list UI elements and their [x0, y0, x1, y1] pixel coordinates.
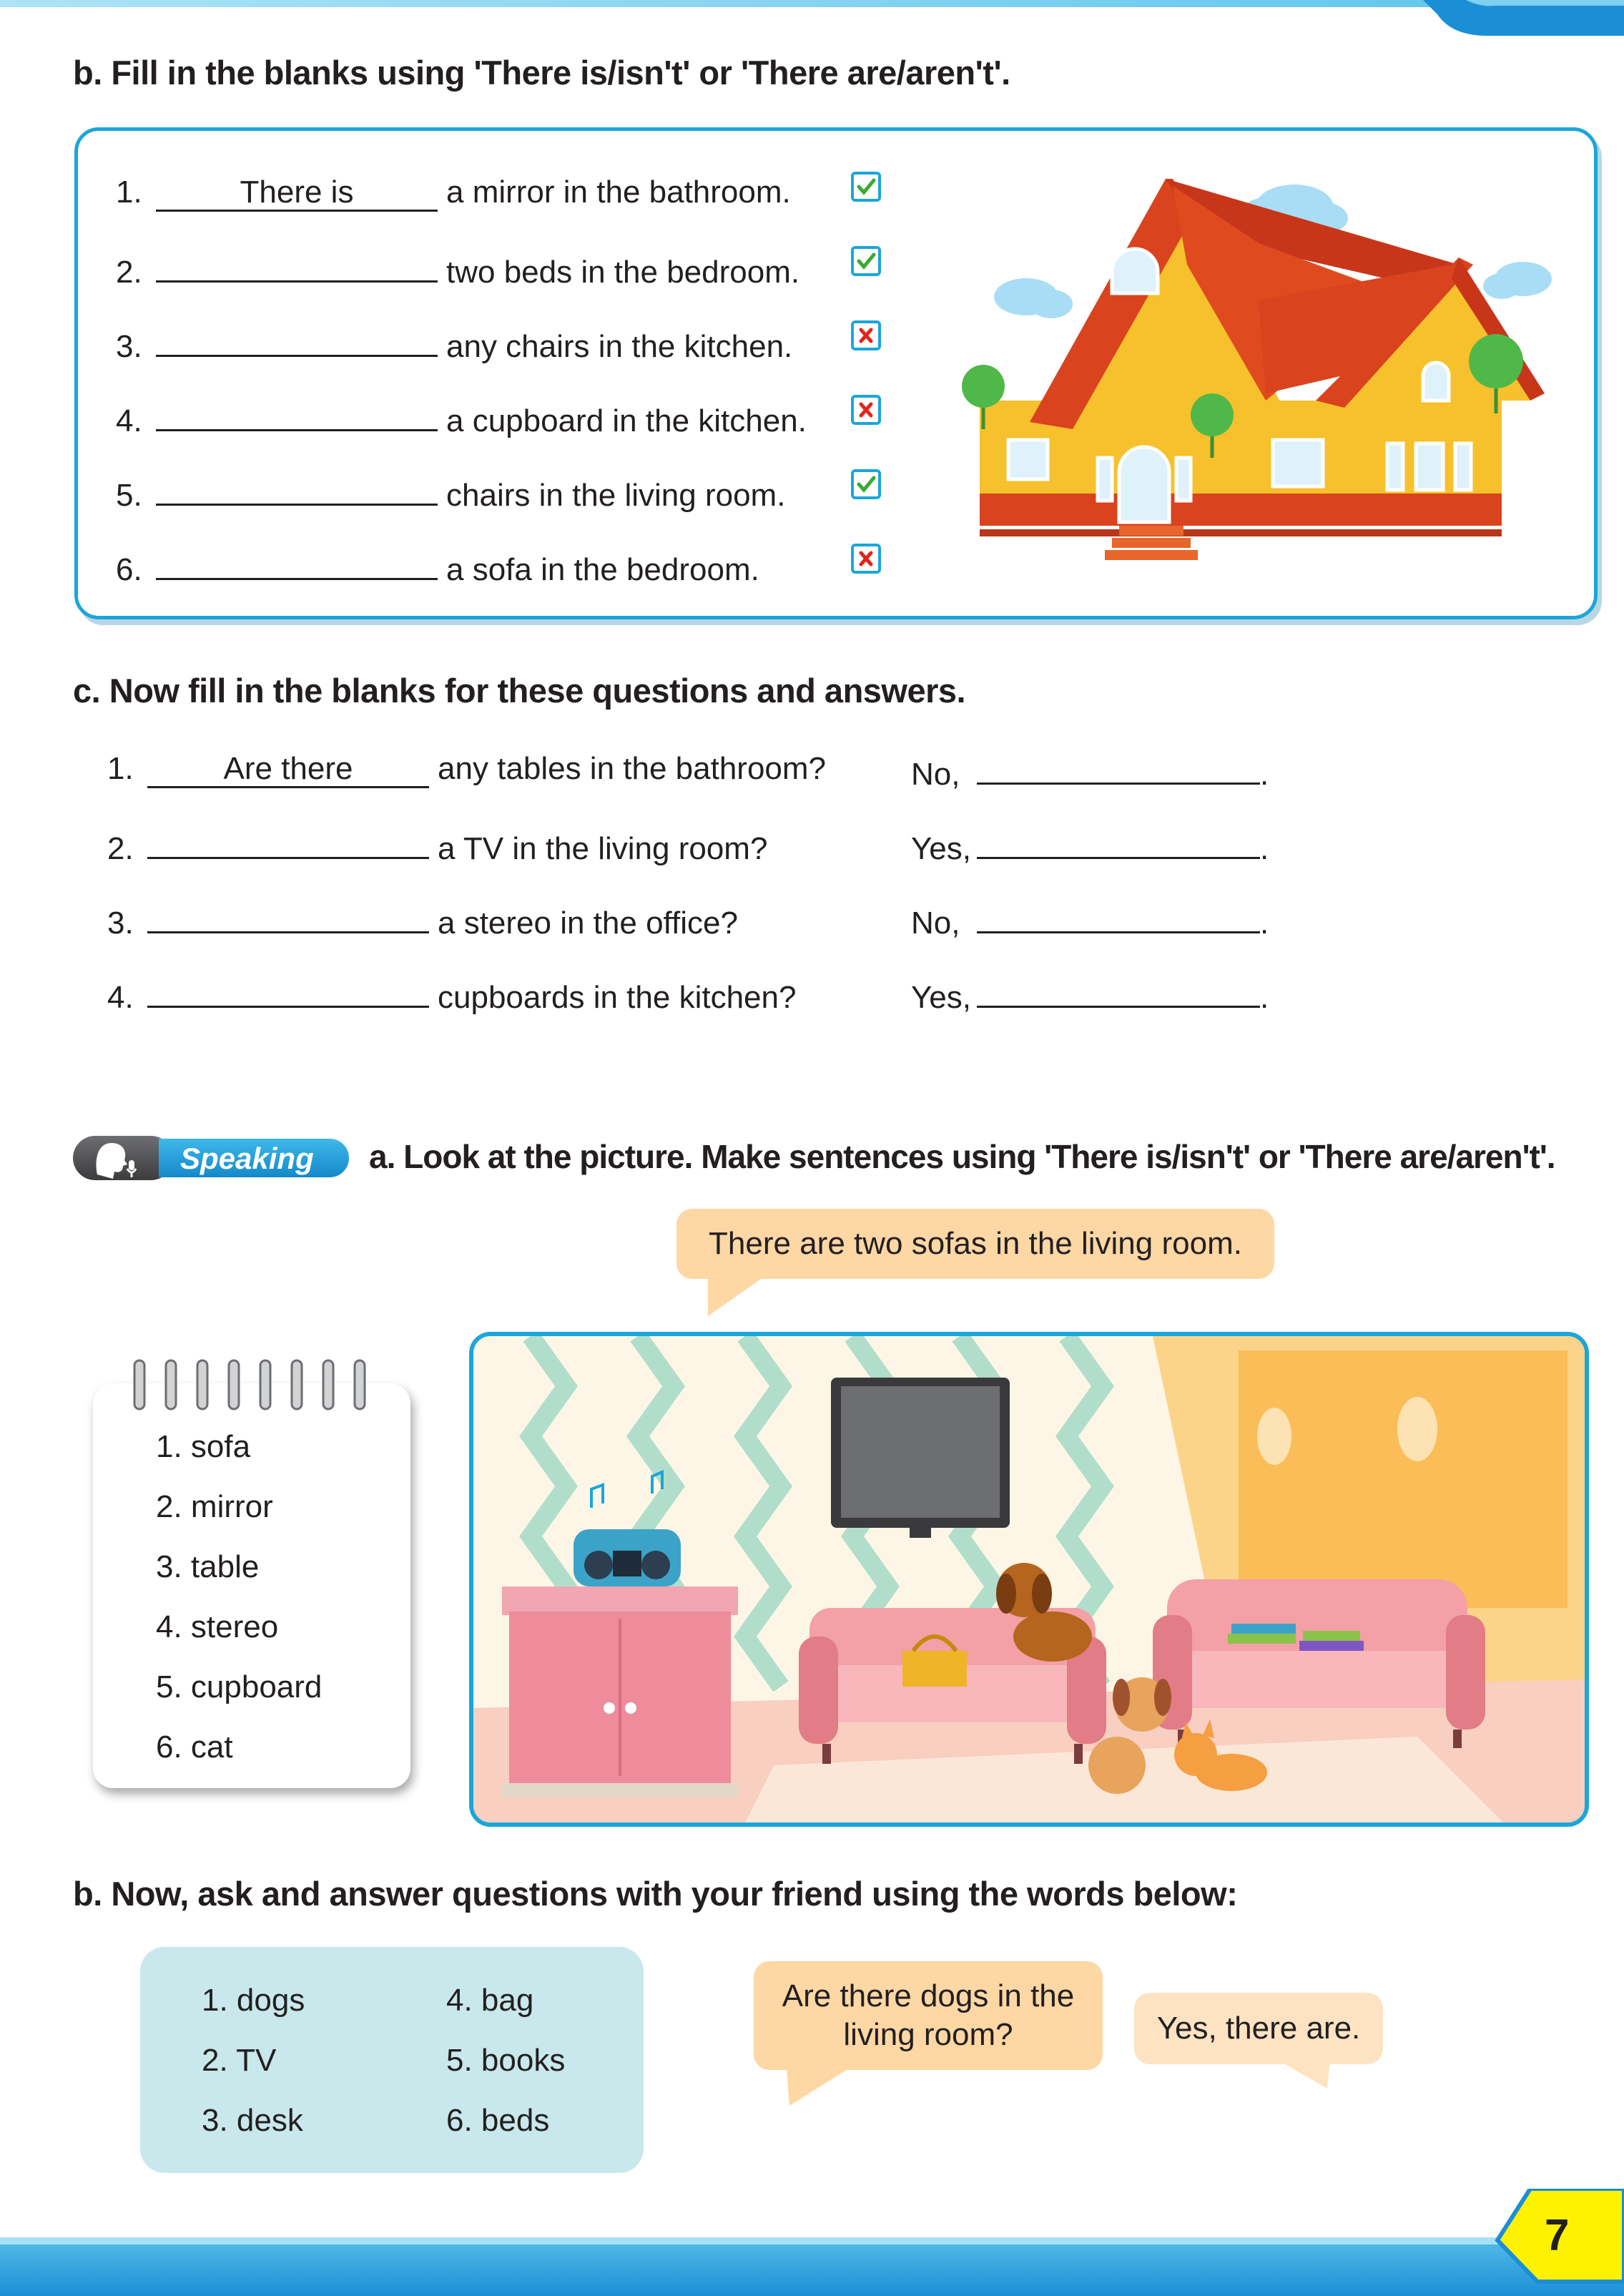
bubble-tail — [708, 1276, 765, 1319]
exercise-b-heading: b. Fill in the blanks using 'There is/isn't' or 'There are/aren't'. — [73, 54, 1010, 92]
word-item: 6. beds — [446, 2103, 550, 2138]
question-text: a stereo in the office? — [438, 906, 738, 941]
speaking-b-heading: b. Now, ask and answer questions with your friend using the words below: — [73, 1875, 1238, 1913]
notepad-item: 4. stereo — [156, 1609, 279, 1644]
word-item: 3. desk — [202, 2103, 303, 2138]
word-item: 4. bag — [446, 1983, 534, 2018]
question-text: a TV in the living room? — [438, 831, 768, 866]
answer-blank[interactable] — [147, 900, 429, 933]
check-box-icon — [851, 469, 881, 499]
reply-blank[interactable] — [977, 751, 1260, 785]
item-number: 3. — [116, 329, 142, 364]
exercise-c-row — [107, 751, 826, 788]
answer-blank[interactable] — [156, 546, 438, 580]
answer-speech-bubble — [1134, 1993, 1383, 2064]
exercise-c-row — [107, 974, 796, 1016]
item-number: 3. — [107, 906, 134, 941]
question-text: cupboards in the kitchen? — [438, 980, 797, 1015]
reply-blank[interactable] — [977, 974, 1260, 1008]
bottom-band-highlight — [0, 2237, 1624, 2245]
exercise-c-row — [107, 900, 738, 941]
exercise-c-heading: c. Now fill in the blanks for these questions and answers. — [73, 672, 966, 710]
answer-blank[interactable]: Are there — [147, 755, 429, 788]
answer-blank[interactable] — [156, 323, 438, 357]
question-speech-bubble — [754, 1961, 1103, 2070]
sentence-text: a sofa in the bedroom. — [446, 552, 759, 587]
notepad-item: 6. cat — [156, 1730, 233, 1765]
top-corner-decoration — [1423, 0, 1624, 36]
sentence-text: a mirror in the bathroom. — [446, 175, 791, 210]
item-number: 2. — [116, 255, 142, 290]
reply-word: No, — [911, 757, 960, 792]
reply-word: Yes, — [911, 831, 972, 866]
notepad-item: 3. table — [156, 1549, 260, 1584]
cross-box-icon — [851, 320, 881, 350]
speaking-a-heading: a. Look at the picture. Make sentences using 'There is/isn't' or 'There are/aren't'. — [369, 1138, 1555, 1175]
item-number: 2. — [107, 831, 134, 866]
cross-box-icon — [851, 395, 881, 425]
word-item: 5. books — [446, 2043, 566, 2078]
notepad-spiral — [129, 1358, 372, 1415]
speaking-label: Speaking — [180, 1142, 314, 1175]
answer-blank[interactable] — [147, 974, 429, 1008]
answer-blank[interactable] — [156, 249, 438, 283]
word-list-right — [446, 1983, 565, 2163]
reply-word: No, — [911, 906, 960, 941]
item-number: 5. — [116, 478, 142, 513]
sentence-text: any chairs in the kitchen. — [446, 329, 793, 364]
reply-row: No, . — [911, 900, 1269, 941]
exercise-b-row — [116, 472, 785, 514]
reply-blank[interactable] — [977, 825, 1260, 859]
example-speech-bubble — [676, 1209, 1274, 1279]
sentence-text: two beds in the bedroom. — [446, 255, 800, 290]
reply-row: Yes, . — [911, 825, 1269, 867]
notepad-item: 1. sofa — [156, 1429, 251, 1464]
sentence-text: chairs in the living room. — [446, 478, 786, 513]
page-number: 7 — [1545, 2211, 1570, 2260]
speaking-badge — [73, 1134, 349, 1183]
answer-blank[interactable] — [147, 825, 429, 859]
word-item: 1. dogs — [202, 1983, 305, 2018]
exercise-b-row — [116, 398, 807, 439]
notepad-item: 2. mirror — [156, 1489, 273, 1524]
item-number: 1. — [107, 751, 134, 786]
answer-blank[interactable] — [156, 472, 438, 506]
exercise-b-row — [116, 546, 759, 588]
exercise-b-row — [116, 249, 799, 290]
speaker-head-icon — [92, 1139, 142, 1180]
house-illustration — [958, 157, 1566, 587]
exercise-b-row — [116, 175, 791, 212]
bottom-band — [0, 2237, 1624, 2296]
top-band — [0, 0, 1624, 7]
example-sentence: There are two sofas in the living room. — [709, 1226, 1242, 1261]
living-room-picture-frame — [469, 1332, 1589, 1827]
exercise-c-row — [107, 825, 767, 867]
living-room-illustration — [473, 1336, 1585, 1822]
answer-blank[interactable]: There is — [156, 178, 438, 212]
bubble-tail — [787, 2067, 851, 2107]
item-number: 4. — [116, 403, 142, 438]
notepad-item: 5. cupboard — [156, 1669, 323, 1704]
cross-box-icon — [851, 544, 881, 574]
question-sentence: Are there dogs in the living room? — [782, 1978, 1075, 2052]
item-number: 1. — [116, 175, 142, 210]
word-list-left — [202, 1983, 305, 2163]
check-box-icon — [851, 246, 881, 276]
notepad-list — [156, 1429, 322, 1790]
answer-sentence: Yes, there are. — [1156, 2011, 1361, 2046]
question-text: any tables in the bathroom? — [438, 751, 827, 786]
reply-blank[interactable] — [977, 900, 1260, 933]
check-box-icon — [851, 172, 881, 202]
word-item: 2. TV — [202, 2043, 277, 2078]
reply-row: Yes, . — [911, 974, 1269, 1016]
reply-word: Yes, — [911, 980, 972, 1015]
exercise-b-row — [116, 323, 792, 365]
answer-blank[interactable] — [156, 398, 438, 431]
bubble-tail — [1280, 2061, 1330, 2090]
reply-row: No, . — [911, 751, 1269, 793]
item-number: 4. — [107, 980, 134, 1015]
item-number: 6. — [116, 552, 142, 587]
sentence-text: a cupboard in the kitchen. — [446, 403, 807, 438]
